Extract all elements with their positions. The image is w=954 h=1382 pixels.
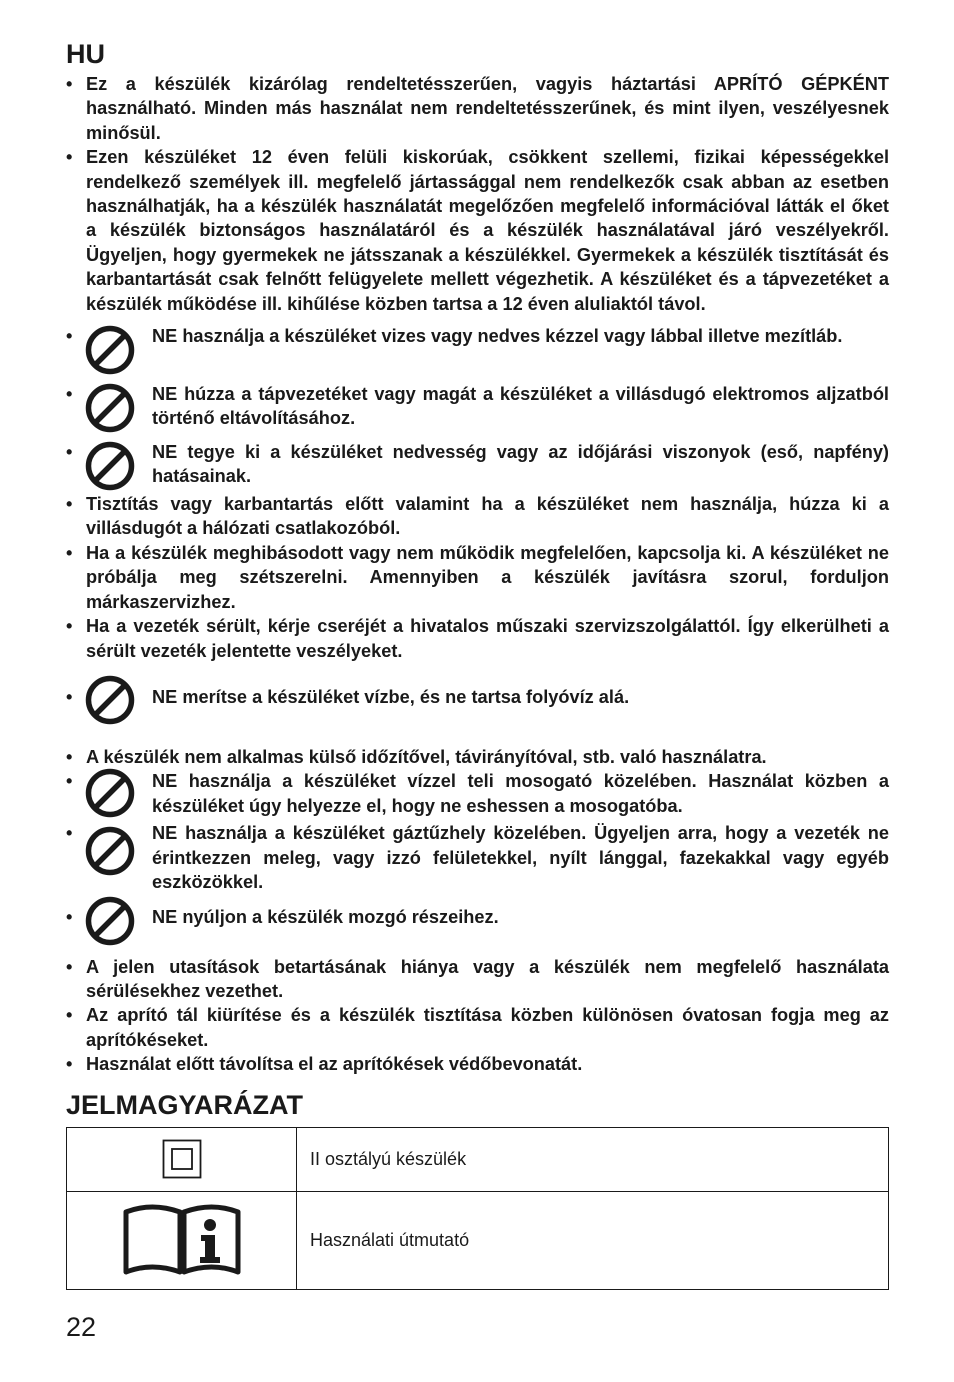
- list-item: • Az aprító tál kiürítése és a készülék tisztítása közben különösen óvatosan fogja meg az aprítókéseket.: [66, 1005, 889, 1050]
- list-item: • A készülék nem alkalmas külső időzítővel, távirányítóval, stb. való használatra.: [66, 745, 889, 769]
- list-item: • A jelen utasítások betartásának hiánya vagy a készülék nem megfelelő használata sérülésekhez vezethet.: [66, 956, 889, 1001]
- legend-icon-cell: [67, 1127, 297, 1191]
- list-item-prohibited: • NE húzza a tápvezetéket vagy magát a készüléket a villásdugó elektromos aljzatból történő eltávolításához.: [66, 382, 889, 432]
- list-item: • Ha a készülék meghibásodott vagy nem működik megfelelően, kapcsolja ki. A készüléket ne próbálja meg szétszerelni. Amennyiben a készülék javításra szorul, forduljon márkaszervizhez.: [66, 542, 889, 612]
- page-content: [66, 38, 889, 1290]
- legend-title: JELMAGYARÁZAT: [66, 1089, 304, 1120]
- class-ii-square-icon: [162, 1139, 202, 1179]
- prohibition-icon: [84, 825, 136, 877]
- prohibition-icon: [84, 382, 136, 434]
- legend-text: Használati útmutató: [297, 1191, 889, 1289]
- bullet: •: [66, 494, 73, 515]
- prohibition-icon: [84, 895, 136, 947]
- bullet: •: [66, 686, 73, 707]
- list-item-prohibited: • NE tegye ki a készüléket nedvesség vagy az időjárási viszonyok (eső, napfény) hatásainak.: [66, 440, 889, 490]
- list-item: • Ez a készülék kizárólag rendeltetésszerűen, vagyis háztartási APRÍTÓ GÉPKÉNT használható. Minden más használat nem rendeltetésszerűnek, és mint ilyen, veszélyesnek minősül.: [66, 74, 889, 143]
- bullet: •: [66, 906, 73, 927]
- list-item: • Használat előtt távolítsa el az aprítókések védőbevonatát.: [66, 1052, 889, 1076]
- list-item-prohibited: • NE használja a készüléket gáztűzhely közelében. Ügyeljen arra, hogy a vezeték ne érintkezzen meleg, vagy izzó felületekkel, nyílt lánggal, fazekakkal vagy egyéb eszközökkel.: [66, 823, 889, 893]
- manual-info-book-icon: [122, 1204, 242, 1276]
- bullet: •: [66, 1005, 73, 1026]
- prohibition-icon: [84, 324, 136, 376]
- bullet: •: [66, 442, 73, 463]
- legend-text: II osztályú készülék: [297, 1127, 889, 1191]
- bullet: •: [66, 74, 73, 94]
- bullet: •: [66, 616, 73, 637]
- prohibition-icon: [84, 440, 136, 492]
- legend-row: [67, 1127, 889, 1191]
- bullet: •: [66, 147, 73, 168]
- bullet: •: [66, 1054, 73, 1075]
- bullet: •: [66, 823, 73, 844]
- list-item-prohibited: • NE használja a készüléket vizes vagy nedves kézzel vagy lábbal illetve mezítláb.: [66, 324, 889, 374]
- list-item-prohibited: • NE merítse a készüléket vízbe, és ne tartsa folyóvíz alá.: [66, 671, 889, 735]
- bullet: •: [66, 542, 73, 563]
- list-item: • Ha a vezeték sérült, kérje cseréjét a hivatalos műszaki szervizszolgálattól. Így elkerülheti a sérült vezeték jelentette veszélyeket.: [66, 616, 889, 661]
- language-code: HU: [66, 39, 105, 69]
- safety-instructions-list: [66, 72, 889, 1077]
- bullet: •: [66, 746, 73, 767]
- list-item-prohibited: • NE használja a készüléket vízzel teli mosogató közelében. Használat közben a készüléket úgy helyezze el, hogy ne eshessen a mosogatóba.: [66, 769, 889, 819]
- list-item: • Ezen készüléket 12 éven felüli kiskorúak, csökkent szellemi, fizikai képességekkel rendelkező személyek ill. megfelelő jártassággal nem rendelkezők csak abban az esetben használhatják, ha a készülék használatát megelőzően megfelelő információval látták el őket a készülék biztonságos használatáról és a készülék használatával járó veszélyekről. Ügyeljen, hogy gyermekek ne játsszanak a készülékkel. Gyermekek a készülék tisztítását és karbantartását csak felnőtt felügyelete mellett végezhetik. A készüléket és a tápvezetéket a készülék működése ill. kihűlése közben tartsa a 12 éven aluliaktól távol.: [66, 147, 889, 314]
- bullet: •: [66, 326, 73, 347]
- legend-table: [66, 1127, 889, 1290]
- legend-icon-cell: [67, 1191, 297, 1289]
- bullet: •: [66, 956, 73, 977]
- bullet: •: [66, 384, 73, 405]
- legend-row: [67, 1191, 889, 1289]
- list-item: • Tisztítás vagy karbantartás előtt valamint ha a készüléket nem használja, húzza ki a villásdugót a hálózati csatlakozóból.: [66, 494, 889, 539]
- list-item-prohibited: • NE nyúljon a készülék mozgó részeihez.: [66, 901, 889, 955]
- prohibition-icon: [84, 767, 136, 819]
- prohibition-icon: [84, 674, 136, 726]
- page-number: 22: [66, 1312, 97, 1342]
- bullet: •: [66, 771, 73, 792]
